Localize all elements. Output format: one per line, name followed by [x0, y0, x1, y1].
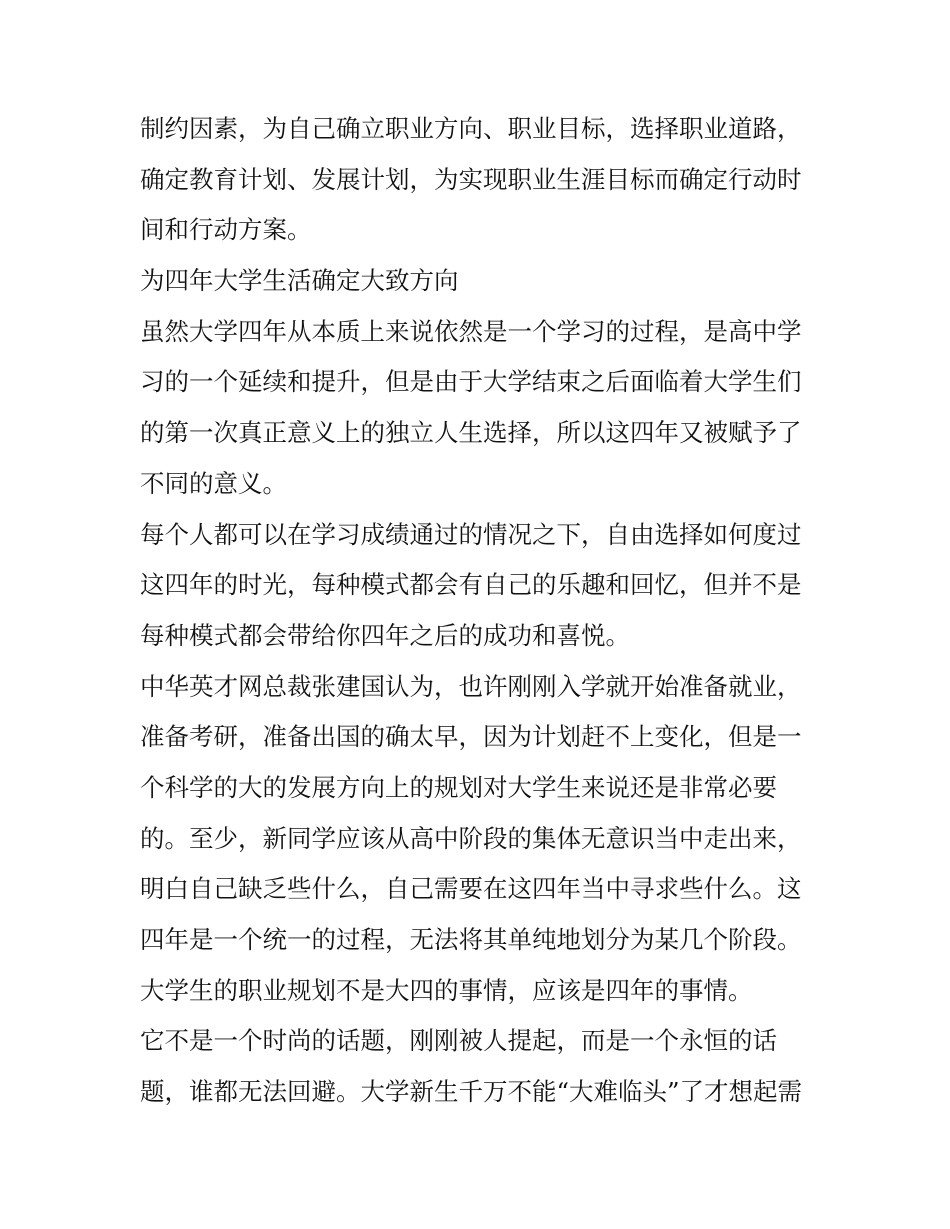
text-line: 大学生的职业规划不是大四的事情，应该是四年的事情。 — [140, 975, 753, 1005]
text-line: 个科学的大的发展方向上的规划对大学生来说还是非常必要 — [140, 772, 777, 802]
document-body — [140, 104, 820, 1118]
text-line: 准备考研，准备出国的确太早，因为计划赶不上变化，但是一 — [140, 722, 802, 752]
text-line: 间和行动方案。 — [140, 215, 312, 245]
text-line: 的。至少，新同学应该从高中阶段的集体无意识当中走出来， — [140, 823, 802, 853]
text-line: 题，谁都无法回避。大学新生千万不能“大难临头”了才想起需 — [140, 1077, 803, 1107]
text-line: 它不是一个时尚的话题，刚刚被人提起，而是一个永恒的话 — [140, 1026, 777, 1056]
text-line: 制约因素，为自己确立职业方向、职业目标，选择职业道路， — [140, 114, 802, 143]
text-line: 明白自己缺乏些什么，自己需要在这四年当中寻求些什么。这 — [140, 874, 802, 904]
text-line: 习的一个延续和提升，但是由于大学结束之后面临着大学生们 — [140, 367, 802, 397]
text-line: 的第一次真正意义上的独立人生选择，所以这四年又被赋予了 — [140, 418, 802, 448]
text-line: 每个人都可以在学习成绩通过的情况之下，自由选择如何度过 — [140, 519, 802, 549]
text-line: 不同的意义。 — [140, 468, 287, 498]
section-heading: 为四年大学生活确定大致方向 — [140, 266, 459, 296]
text-line: 虽然大学四年从本质上来说依然是一个学习的过程，是高中学 — [140, 316, 802, 346]
text-line: 四年是一个统一的过程，无法将其单纯地划分为某几个阶段。 — [140, 925, 802, 954]
text-line: 这四年的时光，每种模式都会有自己的乐趣和回忆，但并不是 — [140, 570, 802, 600]
text-line: 每种模式都会带给你四年之后的成功和喜悦。 — [140, 620, 630, 650]
text-line: 中华英才网总裁张建国认为，也许刚刚入学就开始准备就业， — [140, 671, 802, 701]
text-line: 确定教育计划、发展计划，为实现职业生涯目标而确定行动时 — [140, 164, 802, 194]
